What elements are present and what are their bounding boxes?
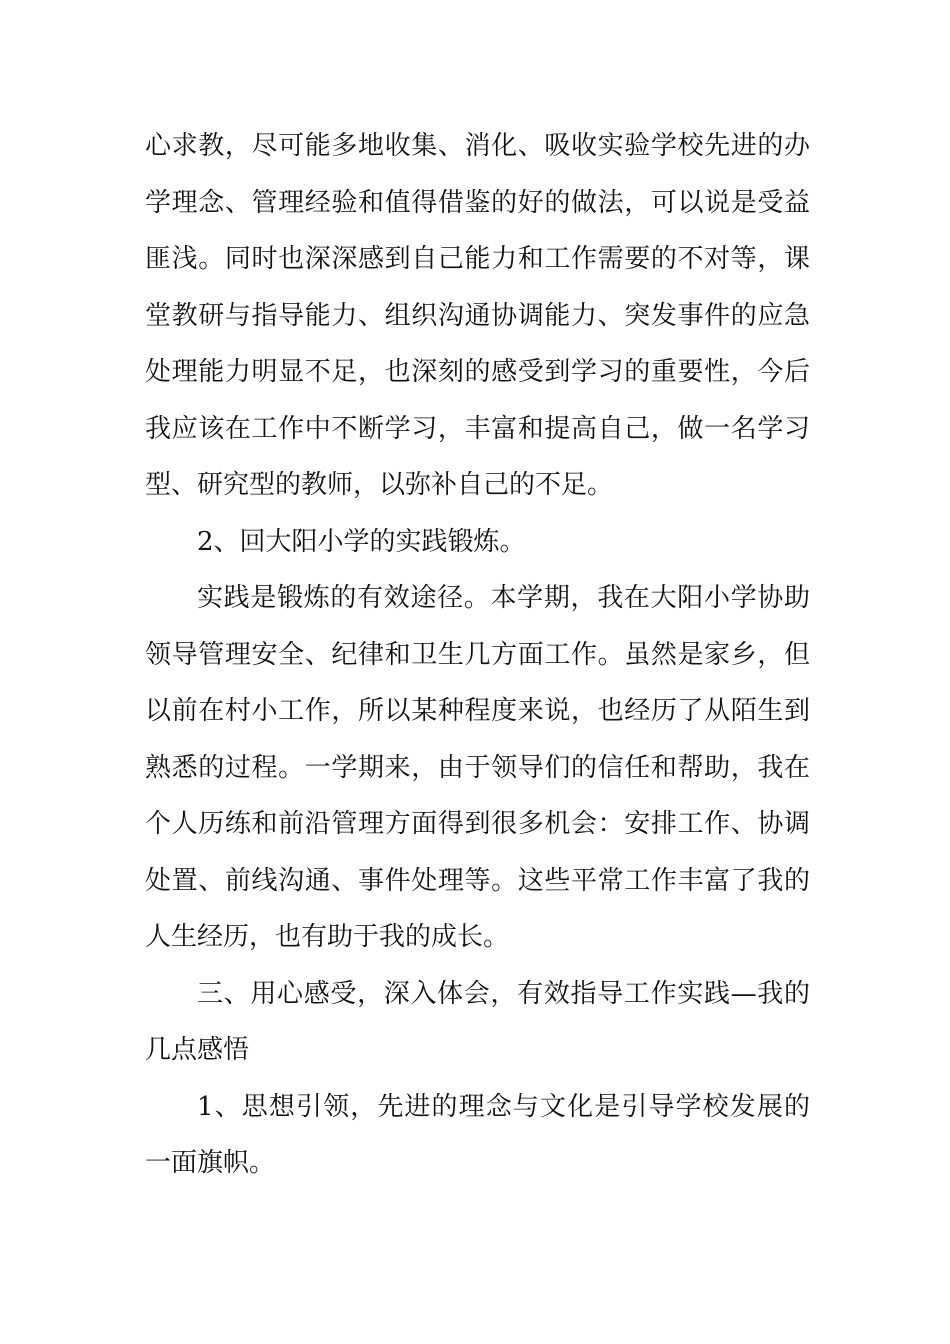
document-body [145,118,810,1192]
paragraph-continuation: 心求教，尽可能多地收集、消化、吸收实验学校先进的办学理念、管理经验和值得借鉴的好的做法，可以说是受益匪浅。同时也深深感到自己能力和工作需要的不对等，课堂教研与指导能力、组织沟通协调能力、突发事件的应急处理能力明显不足，也深刻的感受到学习的重要性，今后我应该在工作中不断学习，丰富和提高自己，做一名学习型、研究型的教师，以弥补自己的不足。 [145,131,810,500]
paragraph-part-3-heading: 三、用心感受，深入体会，有效指导工作实践—我的几点感悟 [145,978,810,1065]
paragraph-practice: 实践是锻炼的有效途径。本学期，我在大阳小学协助领导管理安全、纪律和卫生几方面工作。虽然是家乡，但以前在村小工作，所以某种程度来说，也经历了从陌生到熟悉的过程。一学期来，由于领导们的信任和帮助，我在个人历练和前沿管理方面得到很多机会：安排工作、协调处置、前线沟通、事件处理等。这些平常工作丰富了我的人生经历，也有助于我的成长。 [145,583,810,952]
paragraph-point-1-heading: 1、思想引领，先进的理念与文化是引导学校发展的一面旗帜。 [145,1091,810,1178]
paragraph-section-2-heading: 2、回大阳小学的实践锻炼。 [197,526,526,557]
